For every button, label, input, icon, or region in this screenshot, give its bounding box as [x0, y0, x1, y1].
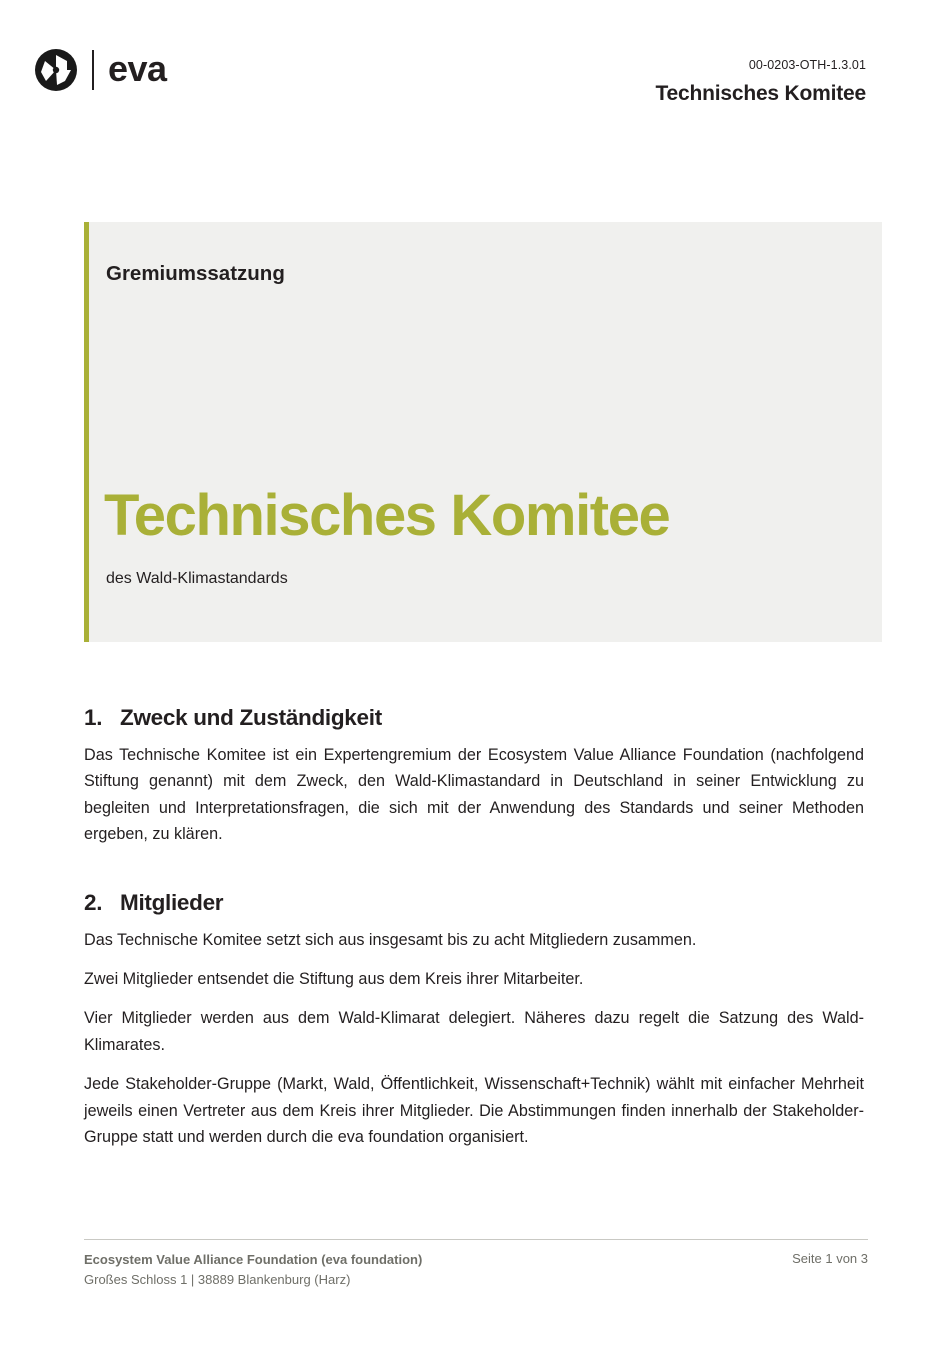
- section-2-paragraph-2: Zwei Mitglieder entsendet die Stiftung aus dem Kreis ihrer Mitarbeiter.: [84, 970, 584, 989]
- footer-address: Großes Schloss 1 | 38889 Blankenburg (Harz): [84, 1271, 351, 1287]
- header-document-title: Technisches Komitee: [655, 82, 866, 105]
- title-accent-bar: [84, 222, 89, 642]
- section-2-paragraph-4: Jede Stakeholder-Gruppe (Markt, Wald, Öffentlichkeit, Wissenschaft+Technik) wählt mit einfacher Mehrheit jeweils einen Vertreter aus dem Kreis ihrer Mitglieder. Die Abstimmungen finden innerhalb der Stakeholder-Gruppe statt und werden durch die eva foundation organisiert.: [84, 1075, 864, 1147]
- section-1: [84, 705, 864, 848]
- page-subtitle: des Wald-Klimastandards: [106, 570, 288, 587]
- section-2-title: Mitglieder: [120, 889, 224, 915]
- page-title: Technisches Komitee: [104, 483, 670, 548]
- section-2-heading: [84, 890, 864, 916]
- section-2-paragraph-1: Das Technische Komitee setzt sich aus insgesamt bis zu acht Mitgliedern zusammen.: [84, 930, 697, 949]
- section-spacer: [84, 854, 864, 890]
- title-block: [84, 222, 882, 642]
- footer-organization: [84, 1250, 422, 1290]
- section-2-paragraph-3: Vier Mitglieder werden aus dem Wald-Klimarat delegiert. Näheres dazu regelt die Satzung des Wald-Klimarates.: [84, 1009, 864, 1054]
- eva-aperture-logo-icon: [34, 48, 78, 92]
- section-1-heading: [84, 705, 864, 731]
- document-body: [84, 705, 864, 1156]
- page-footer: [84, 1239, 868, 1290]
- section-2-number: 2.: [84, 889, 103, 915]
- document-code: 00-0203-OTH-1.3.01: [748, 58, 866, 72]
- section-1-number: 1.: [84, 705, 103, 730]
- logo-divider: [92, 50, 94, 90]
- eva-logo: [34, 48, 167, 92]
- section-1-paragraph-1: Das Technische Komitee ist ein Expertengremium der Ecosystem Value Alliance Foundation (nachfolgend Stiftung genannt) mit dem Zweck, den Wald-Klimastandard in Deutschland in seiner Entwicklung zu begleiten und Interpretationsfragen, die sich mit der Anwendung des Standards und seiner Methoden ergeben, zu klären.: [84, 746, 864, 844]
- header-meta: [655, 58, 866, 106]
- footer-org-name: Ecosystem Value Alliance Foundation (eva foundation): [84, 1251, 423, 1267]
- section-1-title: Zweck und Zuständigkeit: [120, 705, 382, 730]
- footer-page-number: Seite 1 von 3: [792, 1250, 868, 1266]
- title-kicker: Gremiumssatzung: [106, 262, 285, 285]
- logo-wordmark: eva: [108, 47, 167, 89]
- page-header: [0, 0, 952, 120]
- section-2: [84, 890, 864, 1151]
